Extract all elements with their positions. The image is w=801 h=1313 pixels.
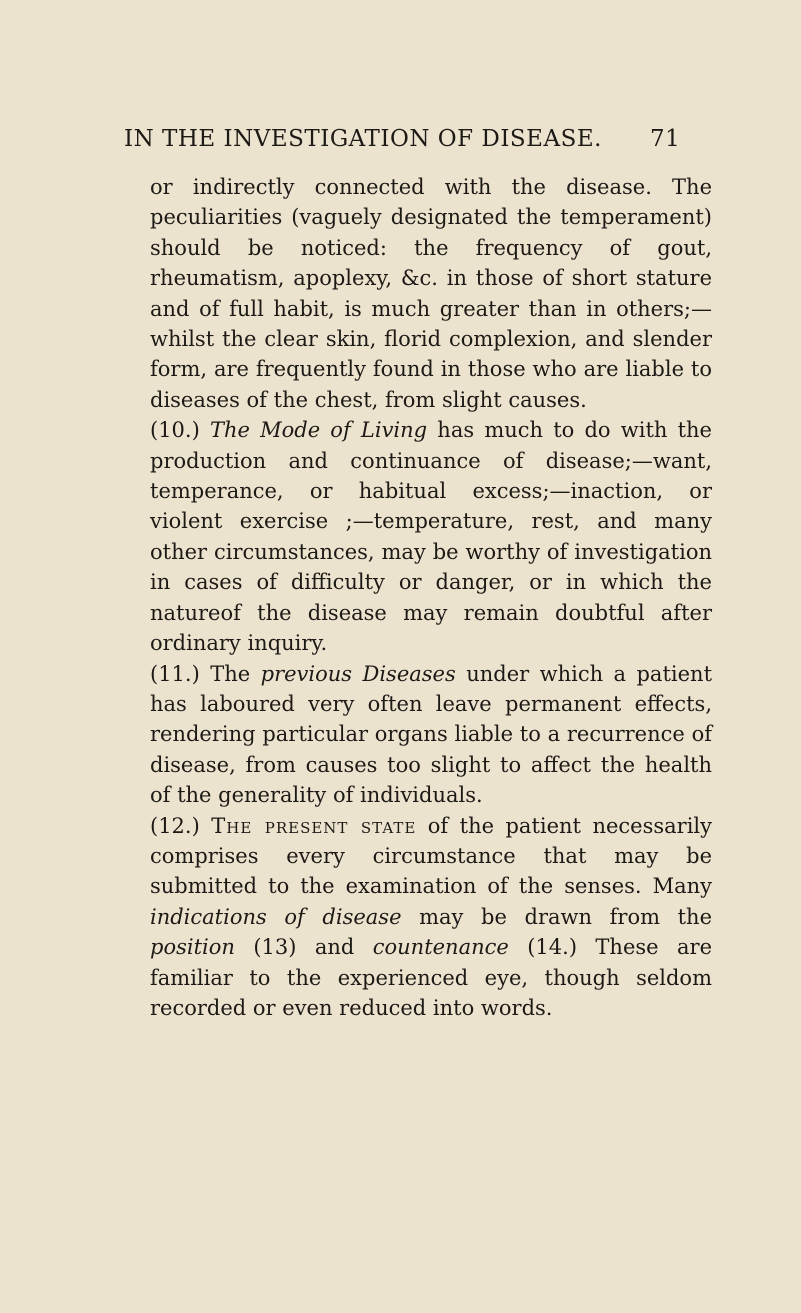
paragraph-10-lead: (10.)	[150, 418, 210, 443]
paragraph-12-heading: The present state	[211, 813, 417, 838]
running-title: IN THE INVESTIGATION OF DISEASE.	[124, 126, 602, 152]
paragraph-10	[150, 415, 712, 658]
paragraph-10-text: has much to do with the production and continuance of disease;—want, temperance, or habitual excess;—inaction, or violent exercise ;—temperature, rest, and many other circumstances, may be worthy of investigation in cases of difficulty or danger, or in which the natureof the disease may remain doubtful after ordinary inquiry.	[150, 418, 712, 656]
paragraph-12-emphasis-3: countenance	[372, 935, 509, 960]
paragraph-12-text-3: (13) and	[234, 935, 373, 960]
paragraph-12-text-4: (14.) These are familiar to the experienced eye, though seldom recorded or even reduced into words.	[150, 935, 712, 1020]
paragraph-11-text: under which a patient has laboured very often leave permanent effects, rendering particular organs liable to a recurrence of disease, from causes too slight to affect the health of the generality of individuals.	[150, 661, 713, 808]
page-number: 71	[650, 126, 681, 152]
paragraph-12	[150, 811, 712, 1024]
paragraph-continuation: or indirectly connected with the disease. The peculiarities (vaguely designated the temperament) should be noticed: the frequency of gout, rheumatism, apoplexy, &c. in those of short stature and of full habit, is much greater than in others;—whilst the clear skin, florid complexion, and slender form, are frequently found in those who are liable to diseases of the chest, from slight causes.	[150, 175, 712, 412]
paragraph-11-emphasis: previous Diseases	[260, 661, 456, 686]
body-text	[150, 172, 712, 1023]
paragraph-12-lead: (12.)	[150, 813, 212, 838]
paragraph-12-emphasis-1: indications of disease	[150, 904, 402, 929]
paragraph-11-lead: (11.) The	[150, 661, 261, 686]
paragraph-12-text-1: of the patient necessarily comprises every circumstance that may be submitted to the examination of the senses. Many	[150, 813, 712, 899]
paragraph-12-emphasis-2: position	[150, 935, 235, 960]
paragraph-10-emphasis: The Mode of Living	[209, 418, 428, 443]
paragraph-11	[150, 659, 712, 811]
running-header	[124, 126, 681, 152]
paragraph-12-text-2: may be drawn from the	[401, 904, 712, 929]
